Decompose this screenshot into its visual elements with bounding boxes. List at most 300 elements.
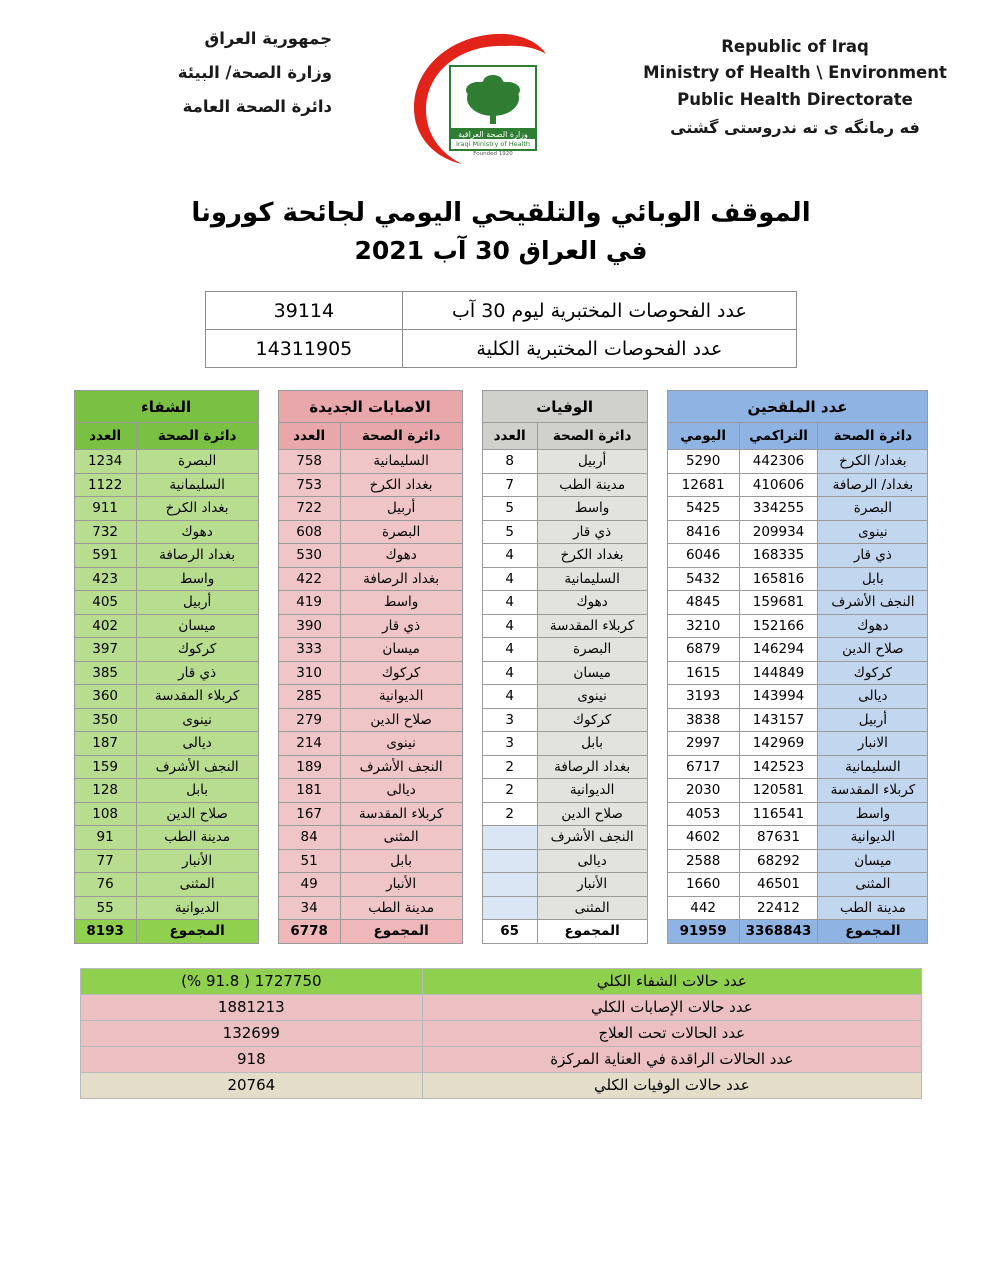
summary-row xyxy=(81,994,922,1020)
recovered-row-name: بغداد الكرخ xyxy=(136,497,258,521)
recovered-row xyxy=(74,450,258,474)
recovered-rows xyxy=(74,450,258,920)
vaccinated-row-daily: 2030 xyxy=(667,779,739,803)
vaccinated-row-cumulative: 152166 xyxy=(739,614,818,638)
deaths-total-label: المجموع xyxy=(537,920,647,944)
new-cases-row xyxy=(278,849,462,873)
vaccinated-row xyxy=(667,896,928,920)
new-cases-row xyxy=(278,802,462,826)
ministry-logo-icon xyxy=(394,24,569,174)
summary-value: 918 xyxy=(81,1046,423,1072)
svg-text:Founded 1920: Founded 1920 xyxy=(472,151,513,157)
recovered-row-name: النجف الأشرف xyxy=(136,755,258,779)
new-cases-row-count: 84 xyxy=(278,826,340,850)
vaccinated-table xyxy=(667,390,929,944)
deaths-row-name: بغداد الكرخ xyxy=(537,544,647,568)
vaccinated-row-cumulative: 144849 xyxy=(739,661,818,685)
deaths-row xyxy=(482,896,647,920)
new-cases-row xyxy=(278,497,462,521)
vaccinated-row-name: كربلاء المقدسة xyxy=(818,779,928,803)
new-cases-total-count: 6778 xyxy=(278,920,340,944)
recovered-row xyxy=(74,826,258,850)
deaths-row xyxy=(482,802,647,826)
recovered-row-name: كركوك xyxy=(136,638,258,662)
recovered-row xyxy=(74,567,258,591)
deaths-row-name: بغداد الرصافة xyxy=(537,755,647,779)
deaths-row-count: 4 xyxy=(482,685,537,709)
vaccinated-row-name: صلاح الدين xyxy=(818,638,928,662)
table-row-total xyxy=(667,920,928,944)
recovered-row-count: 591 xyxy=(74,544,136,568)
table-row xyxy=(206,330,797,368)
new-cases-row xyxy=(278,591,462,615)
new-cases-row xyxy=(278,473,462,497)
header-arabic-line-3: دائرة الصحة العامة xyxy=(182,96,332,116)
new-cases-row-name: كربلاء المقدسة xyxy=(340,802,462,826)
deaths-row xyxy=(482,849,647,873)
recovered-row-count: 128 xyxy=(74,779,136,803)
new-cases-row-count: 310 xyxy=(278,661,340,685)
vaccinated-row-cumulative: 442306 xyxy=(739,450,818,474)
vaccinated-row-name: ميسان xyxy=(818,849,928,873)
vaccinated-row-name: مدينة الطب xyxy=(818,896,928,920)
vaccinated-row xyxy=(667,497,928,521)
deaths-row-name: صلاح الدين xyxy=(537,802,647,826)
new-cases-row-name: مدينة الطب xyxy=(340,896,462,920)
vaccinated-row xyxy=(667,708,928,732)
vaccinated-row-daily: 3193 xyxy=(667,685,739,709)
deaths-row xyxy=(482,567,647,591)
deaths-row xyxy=(482,779,647,803)
new-cases-col-name: دائرة الصحة xyxy=(340,423,462,450)
vaccinated-row-daily: 12681 xyxy=(667,473,739,497)
header-arabic-line-2: وزارة الصحة/ البيئة xyxy=(177,62,332,82)
recovered-row xyxy=(74,520,258,544)
deaths-row-name: أربيل xyxy=(537,450,647,474)
recovered-row-count: 108 xyxy=(74,802,136,826)
table-row xyxy=(206,292,797,330)
recovered-row-name: الأنبار xyxy=(136,849,258,873)
vaccinated-row-name: دهوك xyxy=(818,614,928,638)
header-english-line-2: Ministry of Health \ Environment xyxy=(643,63,947,83)
title-line-1: الموقف الوبائي والتلقيحي اليومي لجائحة كورونا xyxy=(191,198,811,228)
vaccinated-row-name: البصرة xyxy=(818,497,928,521)
recovered-row-count: 385 xyxy=(74,661,136,685)
new-cases-row-name: المثنى xyxy=(340,826,462,850)
new-cases-row-count: 608 xyxy=(278,520,340,544)
new-cases-row-count: 758 xyxy=(278,450,340,474)
vaccinated-row xyxy=(667,732,928,756)
deaths-row-count: 5 xyxy=(482,520,537,544)
new-cases-row-name: النجف الأشرف xyxy=(340,755,462,779)
deaths-row-count xyxy=(482,849,537,873)
deaths-row xyxy=(482,661,647,685)
vaccinated-row-daily: 6717 xyxy=(667,755,739,779)
new-cases-table xyxy=(278,390,463,944)
vaccinated-row xyxy=(667,779,928,803)
deaths-row-name: دهوك xyxy=(537,591,647,615)
governorate-tables xyxy=(0,390,1002,944)
vaccinated-row-daily: 2997 xyxy=(667,732,739,756)
recovered-row-name: كربلاء المقدسة xyxy=(136,685,258,709)
new-cases-row xyxy=(278,520,462,544)
new-cases-row xyxy=(278,450,462,474)
new-cases-row-name: السليمانية xyxy=(340,450,462,474)
recovered-row xyxy=(74,685,258,709)
vaccinated-row-cumulative: 146294 xyxy=(739,638,818,662)
vaccinated-col-cumulative: التراكمي xyxy=(739,423,818,450)
vaccinated-row-daily: 3210 xyxy=(667,614,739,638)
vaccinated-row-daily: 1660 xyxy=(667,873,739,897)
new-cases-row-count: 167 xyxy=(278,802,340,826)
recovered-row-count: 360 xyxy=(74,685,136,709)
vaccinated-row xyxy=(667,849,928,873)
table-row-total xyxy=(74,920,258,944)
vaccinated-row-daily: 1615 xyxy=(667,661,739,685)
vaccinated-row-name: المثنى xyxy=(818,873,928,897)
recovered-row-count: 159 xyxy=(74,755,136,779)
recovered-row-count: 55 xyxy=(74,896,136,920)
vaccinated-total-label: المجموع xyxy=(818,920,928,944)
vaccinated-row xyxy=(667,685,928,709)
new-cases-row xyxy=(278,661,462,685)
new-cases-row-name: ذي قار xyxy=(340,614,462,638)
summary-row xyxy=(81,968,922,994)
vaccinated-rows xyxy=(667,450,928,920)
new-cases-row xyxy=(278,567,462,591)
recovered-row xyxy=(74,544,258,568)
deaths-row-name: الأنبار xyxy=(537,873,647,897)
deaths-row xyxy=(482,614,647,638)
deaths-row-count: 4 xyxy=(482,661,537,685)
vaccinated-row-cumulative: 22412 xyxy=(739,896,818,920)
vaccinated-row xyxy=(667,591,928,615)
deaths-row xyxy=(482,544,647,568)
new-cases-row-count: 333 xyxy=(278,638,340,662)
deaths-row-count: 4 xyxy=(482,544,537,568)
recovered-row-count: 402 xyxy=(74,614,136,638)
deaths-row-count: 5 xyxy=(482,497,537,521)
vaccinated-row-cumulative: 142969 xyxy=(739,732,818,756)
recovered-row xyxy=(74,638,258,662)
recovered-row-count: 77 xyxy=(74,849,136,873)
deaths-rows xyxy=(482,450,647,920)
new-cases-row-name: الديوانية xyxy=(340,685,462,709)
new-cases-row-count: 279 xyxy=(278,708,340,732)
deaths-row xyxy=(482,638,647,662)
new-cases-col-count: العدد xyxy=(278,423,340,450)
recovered-row-name: ميسان xyxy=(136,614,258,638)
vaccinated-row-daily: 3838 xyxy=(667,708,739,732)
vaccinated-row-name: نينوى xyxy=(818,520,928,544)
vaccinated-row xyxy=(667,638,928,662)
new-cases-row-name: دهوك xyxy=(340,544,462,568)
new-cases-row-count: 722 xyxy=(278,497,340,521)
vaccinated-row-daily: 2588 xyxy=(667,849,739,873)
deaths-row-count: 3 xyxy=(482,708,537,732)
summary-row xyxy=(81,1046,922,1072)
recovered-col-count: العدد xyxy=(74,423,136,450)
recovered-row xyxy=(74,849,258,873)
new-cases-total-label: المجموع xyxy=(340,920,462,944)
deaths-row-name: نينوى xyxy=(537,685,647,709)
recovered-row-count: 91 xyxy=(74,826,136,850)
vaccinated-row xyxy=(667,873,928,897)
deaths-row-name: مدينة الطب xyxy=(537,473,647,497)
recovered-row-count: 76 xyxy=(74,873,136,897)
vaccinated-row-daily: 442 xyxy=(667,896,739,920)
new-cases-row-name: صلاح الدين xyxy=(340,708,462,732)
vaccinated-row-cumulative: 68292 xyxy=(739,849,818,873)
vaccinated-row-daily: 6046 xyxy=(667,544,739,568)
new-cases-row-count: 753 xyxy=(278,473,340,497)
deaths-row xyxy=(482,497,647,521)
summary-table xyxy=(80,968,922,1099)
vaccinated-row-cumulative: 116541 xyxy=(739,802,818,826)
deaths-row-count: 4 xyxy=(482,638,537,662)
deaths-group-title: الوفيات xyxy=(482,391,647,423)
deaths-row-name: كركوك xyxy=(537,708,647,732)
deaths-col-count: العدد xyxy=(482,423,537,450)
vaccinated-row-cumulative: 168335 xyxy=(739,544,818,568)
vaccinated-row-cumulative: 87631 xyxy=(739,826,818,850)
header-english-line-1: Republic of Iraq xyxy=(721,37,869,56)
header-arabic-line-1: جمهورية العراق xyxy=(204,29,332,48)
summary-label: عدد حالات الإصابات الكلي xyxy=(422,994,921,1020)
document-header xyxy=(0,0,1002,174)
new-cases-row xyxy=(278,732,462,756)
recovered-row-count: 1234 xyxy=(74,450,136,474)
vaccinated-row-daily: 4053 xyxy=(667,802,739,826)
deaths-row xyxy=(482,685,647,709)
vaccinated-row-cumulative: 46501 xyxy=(739,873,818,897)
svg-text:Iraqi Ministry of Health: Iraqi Ministry of Health xyxy=(455,140,530,148)
recovered-row xyxy=(74,614,258,638)
deaths-col-name: دائرة الصحة xyxy=(537,423,647,450)
deaths-row-name: البصرة xyxy=(537,638,647,662)
new-cases-row xyxy=(278,755,462,779)
recovered-row xyxy=(74,779,258,803)
new-cases-row-count: 181 xyxy=(278,779,340,803)
recovered-total-label: المجموع xyxy=(136,920,258,944)
summary-value: 20764 xyxy=(81,1072,423,1098)
table-row-total xyxy=(278,920,462,944)
deaths-row-count: 7 xyxy=(482,473,537,497)
recovered-group-title: الشفاء xyxy=(74,391,258,423)
recovered-table xyxy=(74,390,259,944)
header-kurdish-line: فه رمانگه ى ته ندروستى گشتى xyxy=(670,118,920,138)
vaccinated-col-name: دائرة الصحة xyxy=(818,423,928,450)
logo-container xyxy=(386,22,576,174)
vaccinated-row-name: الديوانية xyxy=(818,826,928,850)
new-cases-row-count: 530 xyxy=(278,544,340,568)
recovered-row xyxy=(74,896,258,920)
total-tests-label: عدد الفحوصات المختبرية الكلية xyxy=(402,330,796,368)
vaccinated-row-daily: 8416 xyxy=(667,520,739,544)
recovered-row-name: صلاح الدين xyxy=(136,802,258,826)
deaths-row-name: ذي قار xyxy=(537,520,647,544)
deaths-row-count: 2 xyxy=(482,779,537,803)
vaccinated-row xyxy=(667,544,928,568)
deaths-row-count xyxy=(482,873,537,897)
vaccinated-row-name: أربيل xyxy=(818,708,928,732)
recovered-col-name: دائرة الصحة xyxy=(136,423,258,450)
recovered-row-name: السليمانية xyxy=(136,473,258,497)
vaccinated-row-name: واسط xyxy=(818,802,928,826)
new-cases-row xyxy=(278,896,462,920)
new-cases-row-count: 34 xyxy=(278,896,340,920)
header-english-line-3: Public Health Directorate xyxy=(677,89,913,109)
vaccinated-row-cumulative: 209934 xyxy=(739,520,818,544)
recovered-row-count: 397 xyxy=(74,638,136,662)
new-cases-row xyxy=(278,708,462,732)
new-cases-row xyxy=(278,826,462,850)
new-cases-row-name: البصرة xyxy=(340,520,462,544)
recovered-row xyxy=(74,732,258,756)
new-cases-row-name: الأنبار xyxy=(340,873,462,897)
total-tests-value: 14311905 xyxy=(206,330,403,368)
deaths-table xyxy=(482,390,648,944)
vaccinated-row xyxy=(667,567,928,591)
deaths-row-name: السليمانية xyxy=(537,567,647,591)
vaccinated-row-name: النجف الأشرف xyxy=(818,591,928,615)
vaccinated-row-name: الانبار xyxy=(818,732,928,756)
summary-label: عدد حالات الشفاء الكلي xyxy=(422,968,921,994)
recovered-row-name: المثنى xyxy=(136,873,258,897)
recovered-row-name: مدينة الطب xyxy=(136,826,258,850)
summary-label: عدد حالات الوفيات الكلي xyxy=(422,1072,921,1098)
deaths-row xyxy=(482,755,647,779)
deaths-row-name: كربلاء المقدسة xyxy=(537,614,647,638)
deaths-row-name: واسط xyxy=(537,497,647,521)
summary-row xyxy=(81,1020,922,1046)
deaths-row xyxy=(482,826,647,850)
vaccinated-row-name: ذي قار xyxy=(818,544,928,568)
deaths-row-count: 2 xyxy=(482,755,537,779)
vaccinated-row xyxy=(667,755,928,779)
recovered-row-count: 1122 xyxy=(74,473,136,497)
vaccinated-group-title: عدد الملقحين xyxy=(667,391,928,423)
vaccinated-row-cumulative: 165816 xyxy=(739,567,818,591)
new-cases-row xyxy=(278,873,462,897)
new-cases-row-name: نينوى xyxy=(340,732,462,756)
summary-value: 1727750 ( 91.8 %) xyxy=(81,968,423,994)
lab-tests-table xyxy=(205,291,797,368)
deaths-row xyxy=(482,873,647,897)
deaths-row-name: النجف الأشرف xyxy=(537,826,647,850)
vaccinated-row xyxy=(667,802,928,826)
vaccinated-row xyxy=(667,520,928,544)
vaccinated-row-cumulative: 334255 xyxy=(739,497,818,521)
deaths-row-count: 8 xyxy=(482,450,537,474)
vaccinated-row-name: ديالى xyxy=(818,685,928,709)
recovered-row xyxy=(74,708,258,732)
new-cases-row-count: 189 xyxy=(278,755,340,779)
summary-value: 132699 xyxy=(81,1020,423,1046)
vaccinated-row-cumulative: 143157 xyxy=(739,708,818,732)
vaccinated-col-daily: اليومي xyxy=(667,423,739,450)
vaccinated-row-daily: 5290 xyxy=(667,450,739,474)
new-cases-row-name: كركوك xyxy=(340,661,462,685)
svg-text:وزارة الصحة العراقية: وزارة الصحة العراقية xyxy=(457,130,528,139)
new-cases-row-name: ديالى xyxy=(340,779,462,803)
new-cases-row xyxy=(278,614,462,638)
vaccinated-row-cumulative: 159681 xyxy=(739,591,818,615)
new-cases-row-count: 214 xyxy=(278,732,340,756)
deaths-row-count: 4 xyxy=(482,614,537,638)
new-cases-row-name: بغداد الرصافة xyxy=(340,567,462,591)
recovered-row-name: البصرة xyxy=(136,450,258,474)
recovered-total-count: 8193 xyxy=(74,920,136,944)
table-row-total xyxy=(482,920,647,944)
vaccinated-row-daily: 6879 xyxy=(667,638,739,662)
new-cases-row-name: بغداد الكرخ xyxy=(340,473,462,497)
vaccinated-row-cumulative: 143994 xyxy=(739,685,818,709)
new-cases-group-title: الاصابات الجديدة xyxy=(278,391,462,423)
recovered-row-name: ديالى xyxy=(136,732,258,756)
vaccinated-row-cumulative: 142523 xyxy=(739,755,818,779)
vaccinated-row-name: بغداد/ الرصافة xyxy=(818,473,928,497)
deaths-row xyxy=(482,732,647,756)
vaccinated-row-cumulative: 120581 xyxy=(739,779,818,803)
new-cases-row-count: 422 xyxy=(278,567,340,591)
new-cases-row-count: 51 xyxy=(278,849,340,873)
deaths-row-name: ديالى xyxy=(537,849,647,873)
deaths-row-name: ميسان xyxy=(537,661,647,685)
vaccinated-row-name: بغداد/ الكرخ xyxy=(818,450,928,474)
summary-row xyxy=(81,1072,922,1098)
new-cases-row xyxy=(278,779,462,803)
summary-value: 1881213 xyxy=(81,994,423,1020)
recovered-row-name: بغداد الرصافة xyxy=(136,544,258,568)
vaccinated-row-cumulative: 410606 xyxy=(739,473,818,497)
recovered-row-count: 350 xyxy=(74,708,136,732)
deaths-row xyxy=(482,708,647,732)
new-cases-row xyxy=(278,685,462,709)
recovered-row xyxy=(74,497,258,521)
deaths-row-count: 4 xyxy=(482,567,537,591)
new-cases-row-count: 390 xyxy=(278,614,340,638)
new-cases-row xyxy=(278,638,462,662)
deaths-row-name: الديوانية xyxy=(537,779,647,803)
new-cases-rows xyxy=(278,450,462,920)
vaccinated-row-name: بابل xyxy=(818,567,928,591)
recovered-row-count: 423 xyxy=(74,567,136,591)
vaccinated-row-daily: 5432 xyxy=(667,567,739,591)
header-english-block xyxy=(630,22,960,141)
deaths-row xyxy=(482,450,647,474)
recovered-row xyxy=(74,755,258,779)
recovered-row-name: نينوى xyxy=(136,708,258,732)
vaccinated-row xyxy=(667,450,928,474)
recovered-row-name: الديوانية xyxy=(136,896,258,920)
new-cases-row-count: 285 xyxy=(278,685,340,709)
vaccinated-total-daily: 91959 xyxy=(667,920,739,944)
summary-label: عدد الحالات الراقدة في العناية المركزة xyxy=(422,1046,921,1072)
page-title xyxy=(0,198,1002,265)
deaths-row xyxy=(482,591,647,615)
new-cases-row-count: 419 xyxy=(278,591,340,615)
recovered-row-count: 911 xyxy=(74,497,136,521)
vaccinated-row-name: السليمانية xyxy=(818,755,928,779)
new-cases-row-name: بابل xyxy=(340,849,462,873)
deaths-total-count: 65 xyxy=(482,920,537,944)
daily-tests-label: عدد الفحوصات المختبرية ليوم 30 آب xyxy=(402,292,796,330)
vaccinated-row xyxy=(667,826,928,850)
deaths-row-count xyxy=(482,826,537,850)
vaccinated-row xyxy=(667,614,928,638)
deaths-row-name: المثنى xyxy=(537,896,647,920)
